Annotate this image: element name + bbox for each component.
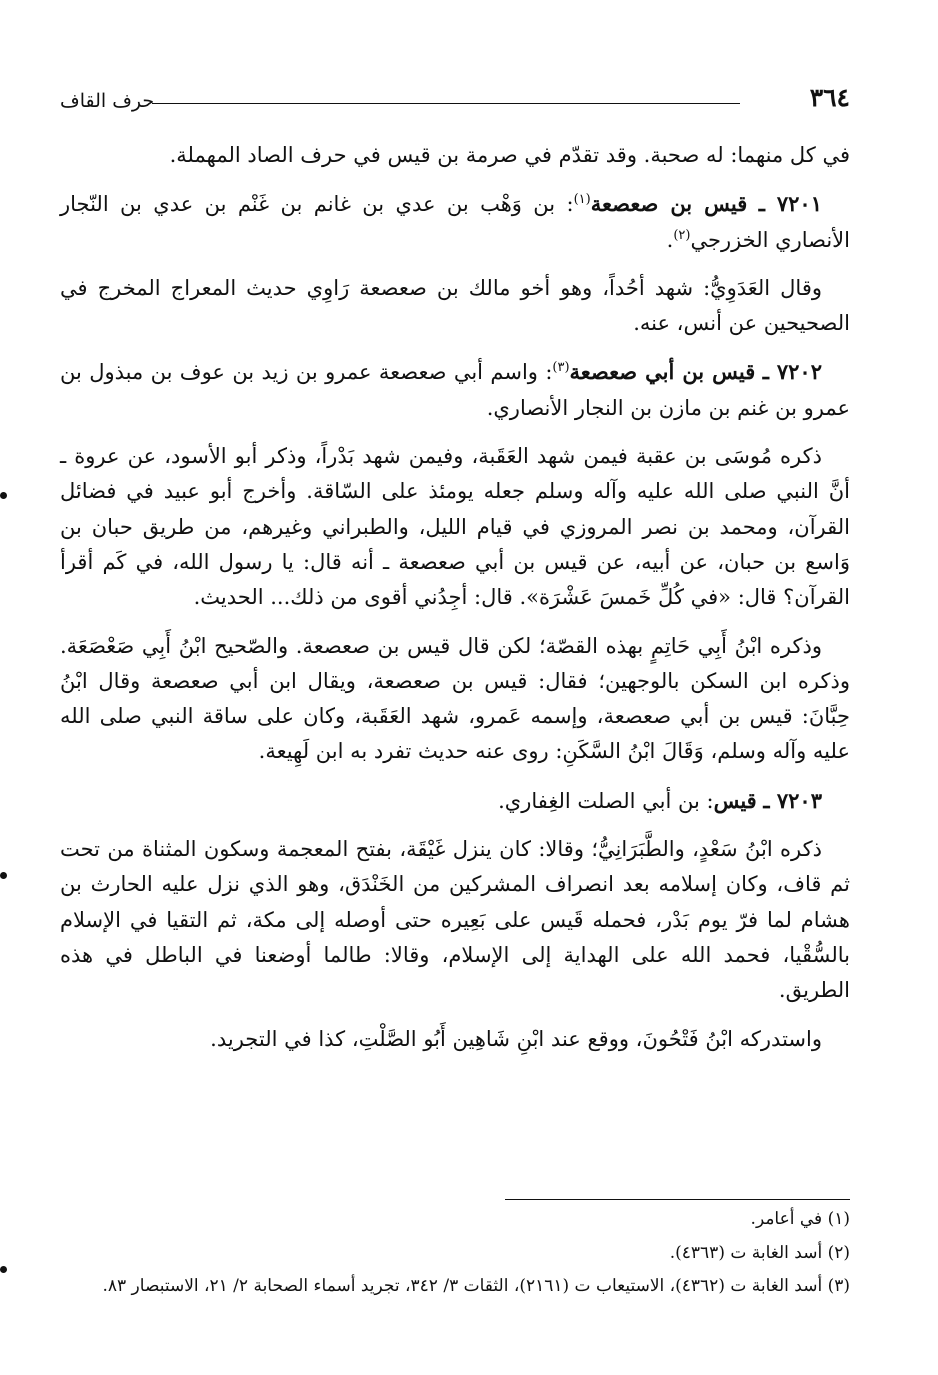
entry-number: ٧٢٠٢ ـ [762, 359, 822, 385]
entry-text: : بن وَهْب بن عدي بن غانم بن غَنْم بن عدي بن النّجار الأنصاري الخزرجي [60, 192, 850, 252]
entry-text: : واسم أبي صعصعة عمرو بن زيد بن عوف بن مبذول بن عمرو بن غنم بن مازن بن النجار الأنصاري. [60, 360, 850, 420]
footnote-ref: (٣) [552, 360, 570, 376]
paragraph: وذكره ابْنُ أَبِي حَاتِمٍ بهذه القصّة؛ لكن قال قيس بن صعصعة. والصّحيح ابْنُ أَبِي صَعْصَعَة. وذكره ابن السكن بالوجهين؛ فقال: قيس بن صعصعة، ويقال ابن أبي صعصعة وقال ابْنُ حِبَّانَ: قيس بن أبي صعصعة، وإسمه عَمرو، شهد العَقَبة، وكان على ساقة النبي صلى الله عليه وآله وسلم، وَقَالَ ابْنُ السَّكَنِ: روى عنه حديث تفرد به ابن لَهِيعة. [60, 633, 850, 764]
book-page [60, 78, 850, 1358]
page-number: ٣٦٤ [809, 83, 850, 112]
entry-name: قيس [713, 787, 757, 813]
entry-text: : بن أبي الصلت الغِفاري. [498, 788, 714, 813]
entry-name: قيس بن صعصعة [590, 191, 748, 217]
paragraph: ذكره ابْنُ سَعْدٍ، والطَّبَرَانِيُّ؛ وقالا: كان ينزل غَيْقَة، بفتح المعجمة وسكون المثناة من تحت ثم قاف، وكان إسلامه بعد انصراف المشركين من الخَنْدَق، وهو الذي نزل عليه الحارث بن هشام لما فرّ يوم بَدْر، فحمله قَيس على بَعِيره حتى أوصله إلى مكة، ثم التقيا في الإسلام بالسُّقْيا، فحمد الله على الهداية إلى الإسلام، وقالا: طالما أوضعنا في الباطل في هذه الطريق. [60, 837, 850, 1003]
footnote-ref: (١) [573, 192, 591, 208]
scan-mark [0, 1266, 7, 1273]
page-body [60, 138, 850, 1070]
running-title: حرف القاف [60, 90, 155, 112]
entry-7203 [60, 783, 850, 819]
entry-name: قيس بن أبي صعصعة [569, 359, 756, 385]
paragraph: وقال العَدَوِيُّ: شهد أحُداً، وهو أخو مالك بن صعصعة رَاوِي حديث المعراج المخرج في الصحيحين عن أنس، عنه. [60, 275, 850, 336]
entry-number: ٧٢٠١ ـ [758, 191, 822, 217]
paragraph: في كل منهما: له صحبة. وقد تقدّم في صرمة بن قيس في حرف الصاد المهملة. [169, 143, 850, 167]
entry-number: ٧٢٠٣ ـ [763, 787, 822, 813]
header-rule [152, 103, 740, 104]
page-header [60, 78, 850, 112]
footnote-rule [505, 1199, 850, 1200]
entry-end: . [666, 227, 674, 252]
scan-mark [0, 872, 7, 879]
paragraph: واستدركه ابْنُ فَتْحُونَ، ووقع عند ابْنِ شَاهِين أَبُو الصَّلْتِ، كذا في التجريد. [210, 1026, 822, 1051]
scan-mark [0, 492, 7, 499]
entry-7201 [60, 186, 850, 258]
footnote: (١) في أعامر. [750, 1209, 850, 1229]
footnotes [60, 1205, 850, 1306]
paragraph: ذكره مُوسَى بن عقبة فيمن شهد العَقَبة، وفيمن شهد بَدْراً، وذكر أبو الأسود، عن عروة ـ أنَّ النبي صلى الله عليه وآله وسلم جعله يومئذ على السّاقة. وأخرج أبو عبيد في فضائل القرآن، ومحمد بن نصر المروزي في قيام الليل، والطبراني وغيرهم، من طريق حبان بن وَاسع بن حبان، عن أبيه، عن قيس بن أبي صعصعة ـ أنه قال: يا رسول الله، في كَم أقرأ القرآن؟ قال: «في كُلِّ خَمسَ عَشْرَة». قال: أجِدُني أقوى من ذلك... الحديث. [60, 444, 850, 610]
entry-7202 [60, 354, 850, 426]
footnote: (٢) أسد الغابة ت (٤٣٦٣). [669, 1242, 850, 1263]
footnote: (٣) أسد الغابة ت (٤٣٦٢)، الاستيعاب ت (٢١٦١)، الثقات ٣/ ٣٤٢، تجريد أسماء الصحابة ٢/ ٢١، الاستبصار ٨٣. [102, 1276, 850, 1296]
footnote-ref: (٢) [673, 227, 691, 243]
